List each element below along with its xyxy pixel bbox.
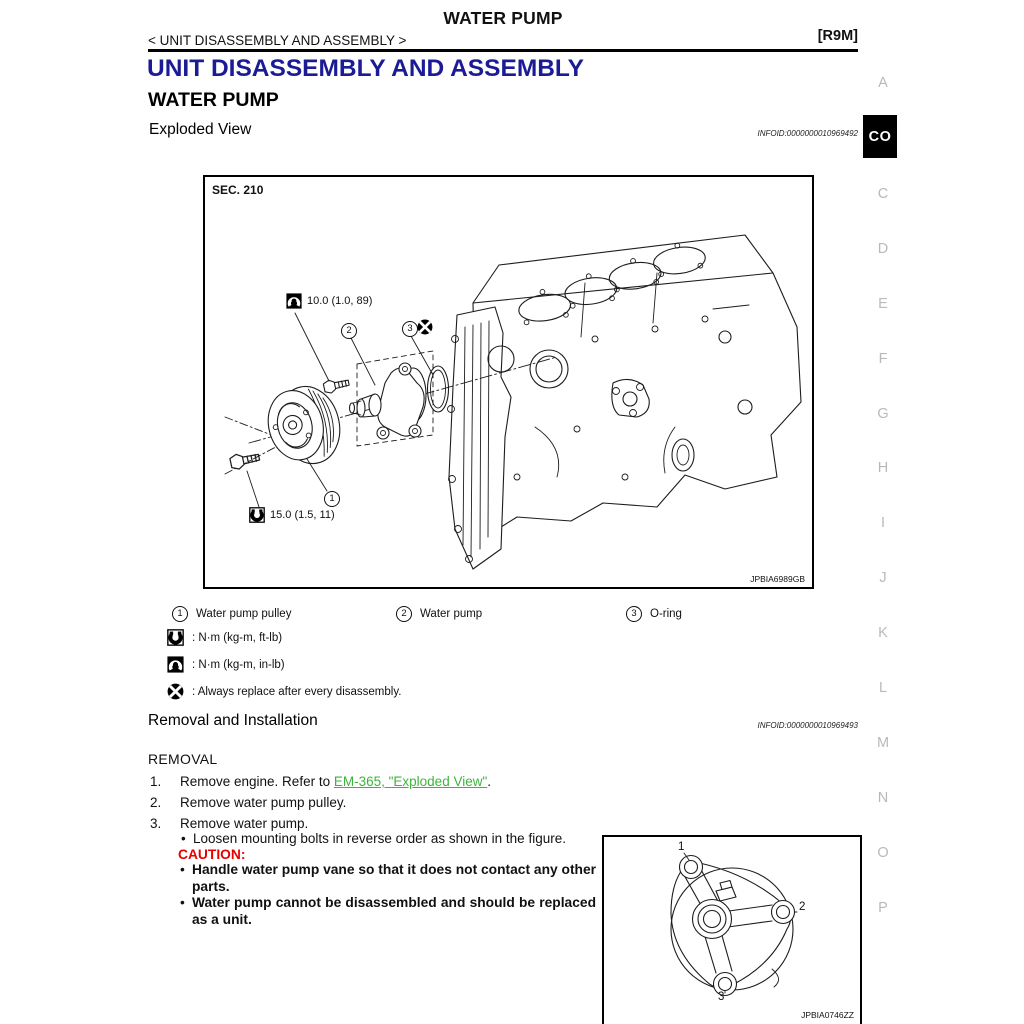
sidebar-tab-i: I (880, 515, 886, 531)
em-365-link[interactable]: EM-365, "Exploded View" (333, 774, 488, 789)
model-code: [R9M] (817, 28, 858, 44)
callout-1: 1 (324, 491, 340, 507)
step-2-text: Remove water pump pulley. (180, 795, 347, 810)
legend-callout-2: 2 (396, 606, 412, 622)
bolt-order-figure (602, 835, 862, 1024)
exploded-view-figure (203, 175, 814, 589)
bolt-label-3: 3 (718, 991, 725, 1003)
legend-replace-note: : Always replace after every disassembly. (192, 686, 402, 698)
infoid-exploded-view: INFOID:0000000010969492 (757, 129, 858, 138)
sidebar-tab-l: L (878, 680, 888, 696)
caution-item-2 (178, 895, 596, 928)
step-1-number: 1. (150, 774, 162, 789)
caution-1-bullet: • (180, 862, 185, 877)
sub-bullet-text: Loosen mounting bolts in reverse order as shown in the figure. (193, 831, 566, 846)
removal-subheading: REMOVAL (148, 751, 218, 767)
caution-item-1 (178, 862, 596, 895)
open-wrench-icon (167, 629, 184, 646)
sidebar-tab-m: M (876, 735, 890, 751)
sidebar-tab-a: A (878, 75, 888, 91)
sidebar-tab-f: F (878, 351, 888, 367)
sub-bullet-dot: • (181, 831, 186, 846)
torque-value-lower: 15.0 (1.5, 11) (270, 509, 335, 521)
step-3-text: Remove water pump. (180, 816, 309, 831)
sidebar-tab-j: J (879, 570, 887, 586)
sidebar-tab-k: K (878, 625, 888, 641)
legend-item-1 (172, 606, 291, 622)
breadcrumb: < UNIT DISASSEMBLY AND ASSEMBLY > (148, 33, 407, 48)
caution-2-text: Water pump cannot be disassembled and should be replaced as a unit. (192, 895, 596, 927)
legend-item-2 (396, 606, 482, 622)
filled-wrench-icon (286, 293, 302, 309)
caution-1-text: Handle water pump vane so that it does not contact any other parts. (192, 862, 597, 894)
bolt-label-1: 1 (678, 841, 685, 853)
legend-callout-1: 1 (172, 606, 188, 622)
replace-x-icon (167, 683, 184, 700)
sidebar-tab-c: C (877, 186, 889, 202)
exploded-view-drawing (205, 177, 808, 583)
section-title: UNIT DISASSEMBLY AND ASSEMBLY (147, 55, 584, 82)
legend-torque-ftlb: : N·m (kg-m, ft-lb) (192, 632, 283, 644)
legend-label-3: O-ring (650, 608, 682, 620)
water-pump-drawing (604, 837, 856, 1020)
open-wrench-icon (249, 507, 265, 523)
legend-callout-3: 3 (626, 606, 642, 622)
sidebar-tab-o: O (877, 845, 889, 861)
figure-id: JPBIA6989GB (750, 574, 805, 584)
step-1-post: . (487, 774, 492, 789)
legend-item-3 (626, 606, 682, 622)
sidebar-tab-p: P (878, 900, 888, 916)
exploded-view-heading: Exploded View (149, 121, 252, 138)
sidebar-tab-g: G (877, 406, 889, 422)
callout-3: 3 (402, 321, 418, 337)
figure-id: JPBIA0746ZZ (801, 1010, 854, 1020)
sidebar-tab-e: E (878, 296, 888, 312)
legend-label-2: Water pump (420, 608, 483, 620)
callout-2: 2 (341, 323, 357, 339)
legend-torque-inlb: : N·m (kg-m, in-lb) (192, 659, 285, 671)
step-1-text (180, 774, 491, 789)
sidebar-tab-n: N (877, 790, 889, 806)
replace-x-icon (417, 319, 433, 335)
infoid-removal: INFOID:0000000010969493 (757, 721, 858, 730)
header-rule (148, 49, 858, 52)
bolt-label-2: 2 (799, 901, 806, 913)
sidebar-tab-h: H (877, 460, 889, 476)
step-1-pre: Remove engine. Refer to (180, 774, 334, 789)
sec-label: SEC. 210 (212, 183, 264, 197)
subsection-title: WATER PUMP (148, 89, 279, 111)
torque-value-upper: 10.0 (1.0, 89) (307, 295, 373, 307)
filled-wrench-icon (167, 656, 184, 673)
page-title: WATER PUMP (443, 8, 563, 28)
sidebar-tab-d: D (877, 241, 889, 257)
caution-2-bullet: • (180, 895, 185, 910)
removal-heading: Removal and Installation (148, 712, 318, 729)
sidebar-tab-co-active: CO (863, 115, 897, 158)
caution-label: CAUTION: (178, 847, 246, 862)
step-2-number: 2. (150, 795, 162, 810)
legend-label-1: Water pump pulley (196, 608, 292, 620)
step-3-number: 3. (150, 816, 162, 831)
